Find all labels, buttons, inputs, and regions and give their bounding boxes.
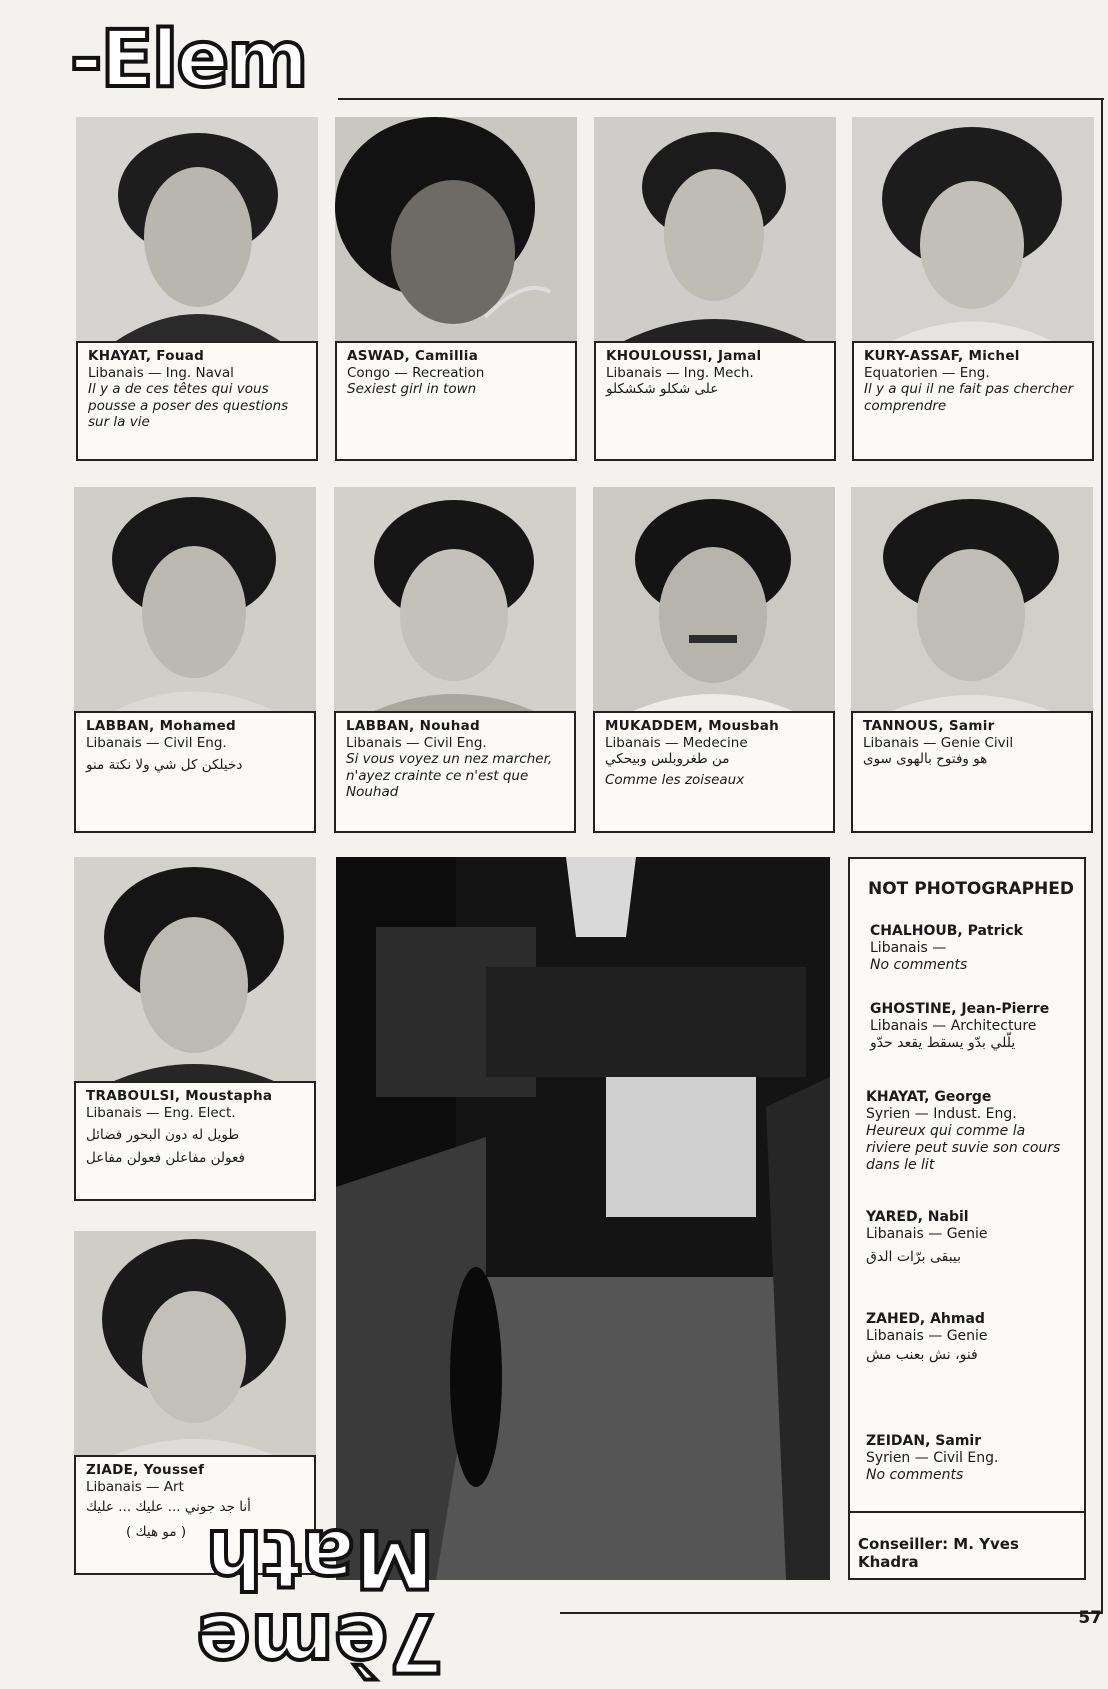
student-name: KURY-ASSAF, Michel [864, 348, 1020, 364]
student-quote: Comme les zoiseaux [605, 771, 745, 788]
student-portrait [852, 117, 1094, 341]
student-portrait [74, 857, 316, 1081]
student-quote: Sexiest girl in town [347, 381, 477, 397]
not-photographed-title: NOT PHOTOGRAPHED [868, 879, 1074, 899]
student-arabic-quote: علی شکلو شکشکلو [606, 381, 719, 397]
list-item [866, 1311, 1066, 1364]
student-caption [594, 341, 836, 461]
student-detail: Libanais — Architecture [870, 1018, 1037, 1034]
student-caption [851, 711, 1093, 833]
student-caption [335, 341, 577, 461]
student-arabic-quote: يلّلي بدّو يسقط يقعد حدّو [870, 1035, 1016, 1051]
student-detail: Libanais — Ing. Naval [88, 364, 234, 381]
student-detail: Libanais — Art [86, 1478, 184, 1495]
student-arabic-quote: أنا جد جوني ... عليك ... عليك [86, 1499, 251, 1515]
student-card [851, 487, 1093, 833]
panel-divider [850, 1511, 1084, 1513]
student-arabic-quote: هو وفتوح بالهوى سوى [863, 751, 988, 767]
page-border-right [1101, 98, 1103, 1614]
student-name: LABBAN, Mohamed [86, 718, 237, 734]
student-portrait [335, 117, 577, 341]
yearbook-section-logo: -Elem [70, 15, 307, 105]
student-caption [76, 341, 318, 461]
header-rule [338, 98, 1104, 100]
student-detail: Libanais — Eng. Elect. [86, 1104, 236, 1121]
student-arabic-quote-line2: ( مو هيك ) [126, 1523, 187, 1540]
student-detail: Equatorien — Eng. [864, 364, 990, 381]
student-card [335, 117, 577, 461]
student-name: KHAYAT, Fouad [88, 348, 205, 364]
student-arabic-quote: دخيلكن كل شي ولا نكتة منو [86, 757, 243, 773]
list-item [866, 1089, 1072, 1174]
student-quote: Heureux qui comme la riviere peut suvie son cours dans le lit [866, 1123, 1061, 1173]
corridor-photograph [336, 857, 830, 1580]
student-name: TRABOULSI, Moustapha [86, 1088, 273, 1104]
student-portrait [76, 117, 318, 341]
student-name: CHALHOUB, Patrick [870, 923, 1023, 939]
student-detail: Syrien — Civil Eng. [866, 1450, 999, 1466]
not-photographed-panel [848, 857, 1086, 1580]
student-card [594, 117, 836, 461]
student-name: ZAHED, Ahmad [866, 1311, 985, 1327]
student-detail: Syrien — Indust. Eng. [866, 1106, 1017, 1122]
student-card [76, 117, 318, 461]
student-card [593, 487, 835, 833]
student-name: YARED, Nabil [866, 1209, 969, 1225]
student-detail: Libanais — Ing. Mech. [606, 364, 754, 381]
student-caption [74, 711, 316, 833]
student-arabic-quote-line2: فعولن مفاعلن فعولن مفاعل [86, 1149, 245, 1166]
student-arabic-quote: بيبقى برّات الدق [866, 1249, 962, 1265]
page-number: 57 [1078, 1608, 1102, 1628]
student-detail: Libanais — Civil Eng. [86, 734, 227, 751]
student-arabic-quote: من طغروبلس وبيحكي [605, 751, 730, 767]
student-quote: No comments [866, 1467, 964, 1483]
student-caption [593, 711, 835, 833]
class-name-logo: 7ème Math [196, 1512, 444, 1689]
student-card [74, 487, 316, 833]
student-name: TANNOUS, Samir [863, 718, 995, 734]
student-portrait [334, 487, 576, 711]
student-card [74, 857, 316, 1201]
student-detail: Libanais — Genie [866, 1226, 988, 1242]
student-name: LABBAN, Nouhad [346, 718, 480, 734]
student-name: ZEIDAN, Samir [866, 1433, 982, 1449]
student-portrait [851, 487, 1093, 711]
student-detail: Congo — Recreation [347, 364, 485, 381]
student-name: GHOSTINE, Jean-Pierre [870, 1001, 1050, 1017]
student-name: ASWAD, Camillia [347, 348, 479, 364]
student-caption [334, 711, 576, 833]
list-item [870, 923, 1070, 974]
student-arabic-quote: طويل له دون البحور فضائل [86, 1127, 240, 1143]
list-item [870, 1001, 1070, 1052]
list-item [866, 1433, 1066, 1484]
student-name: ZIADE, Youssef [86, 1462, 205, 1478]
student-quote: Il y a de ces têtes qui vous pousse a poser des questions sur la vie [88, 381, 289, 430]
student-portrait [593, 487, 835, 711]
student-detail: Libanais — Civil Eng. [346, 734, 487, 751]
student-name: KHOULOUSSI, Jamal [606, 348, 762, 364]
student-detail: Libanais — [870, 940, 947, 956]
student-caption [852, 341, 1094, 461]
student-name: KHAYAT, George [866, 1089, 992, 1105]
student-portrait [74, 1231, 316, 1455]
student-quote: No comments [870, 957, 968, 973]
student-arabic-quote: فنو، نش بعنب مش [866, 1347, 978, 1363]
student-caption [74, 1081, 316, 1201]
student-quote: Il y a qui il ne fait pas chercher comprendre [864, 381, 1074, 414]
student-detail: Libanais — Medecine [605, 734, 748, 751]
student-detail: Libanais — Genie [866, 1328, 988, 1344]
student-quote: Si vous voyez un nez marcher, n'ayez crainte ce n'est que Nouhad [346, 751, 553, 800]
list-item [866, 1209, 1066, 1266]
student-card [334, 487, 576, 833]
student-portrait [594, 117, 836, 341]
student-name: MUKADDEM, Mousbah [605, 718, 780, 734]
counselor-credit: Conseiller: M. Yves Khadra [858, 1535, 1019, 1571]
student-portrait [74, 487, 316, 711]
student-card [852, 117, 1094, 461]
footer-rule [560, 1612, 1103, 1614]
student-detail: Libanais — Genie Civil [863, 734, 1014, 751]
